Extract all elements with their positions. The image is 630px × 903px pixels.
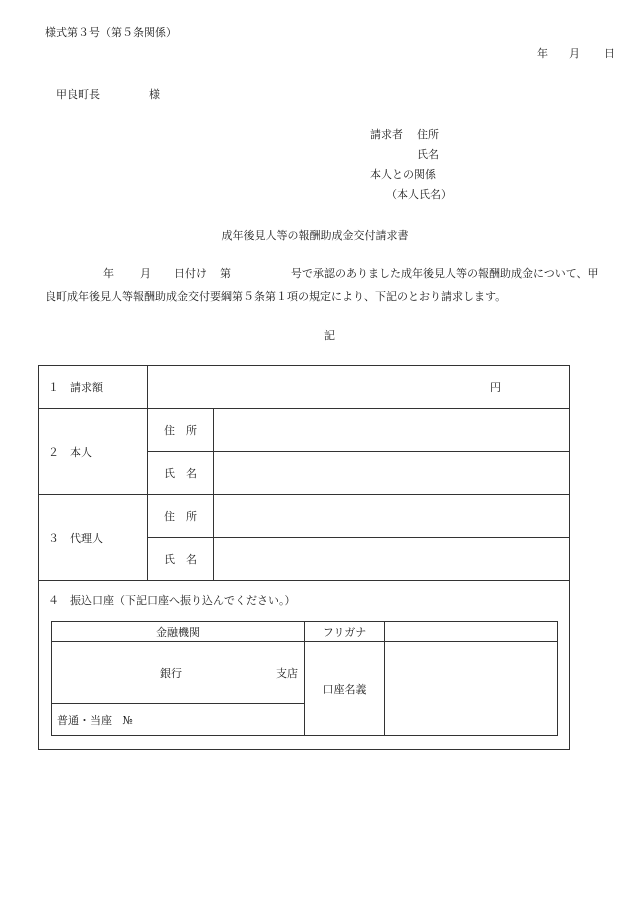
agent-name-field[interactable] bbox=[214, 538, 570, 581]
bank-account-section bbox=[39, 581, 570, 750]
addressee-mayor: 甲良町長 bbox=[56, 88, 100, 101]
agent-name-label: 氏 名 bbox=[148, 538, 214, 581]
agent-address-label: 住 所 bbox=[148, 495, 214, 538]
account-type-field[interactable] bbox=[52, 704, 305, 736]
furigana-label: フリガナ bbox=[305, 622, 385, 642]
branch-word: 支店 bbox=[276, 667, 298, 680]
bank-branch-field[interactable] bbox=[52, 642, 305, 704]
date-month: 月 bbox=[569, 47, 580, 60]
date-day: 日 bbox=[604, 47, 615, 60]
body-month: 月 bbox=[140, 267, 151, 280]
account-number-mark: № bbox=[122, 713, 133, 727]
claimant-label: 請求者 bbox=[370, 128, 403, 141]
principal-label: ２ 本人 bbox=[39, 409, 148, 495]
claimant-name-label: 氏名 bbox=[417, 148, 439, 161]
form-number: 様式第３号（第５条関係） bbox=[45, 26, 177, 39]
financial-institution-header: 金融機関 bbox=[52, 622, 305, 642]
claimant-relation-label: 本人との関係 bbox=[370, 168, 436, 181]
principal-address-label: 住 所 bbox=[148, 409, 214, 452]
body-dated: 日付け bbox=[174, 267, 207, 280]
principal-name-field[interactable] bbox=[214, 452, 570, 495]
body-line1-rest: 号で承認のありました成年後見人等の報酬助成金について、甲 bbox=[291, 267, 599, 280]
bank-account-table bbox=[51, 621, 558, 736]
bank-account-label: ４ 振込口座（下記口座へ振り込んでください。） bbox=[48, 594, 296, 607]
furigana-field[interactable] bbox=[385, 622, 558, 642]
request-amount-label: １ 請求額 bbox=[39, 366, 148, 409]
date-year: 年 bbox=[537, 47, 548, 60]
request-table bbox=[38, 365, 570, 750]
request-amount-field[interactable] bbox=[148, 366, 570, 409]
principal-address-field[interactable] bbox=[214, 409, 570, 452]
body-year: 年 bbox=[103, 267, 114, 280]
bank-word: 銀行 bbox=[160, 667, 182, 680]
body-line2: 良町成年後見人等報酬助成金交付要綱第５条第１項の規定により、下記のとおり請求します。 bbox=[45, 290, 507, 303]
claimant-principal-name-label: （本人氏名） bbox=[386, 188, 452, 201]
yen-unit: 円 bbox=[490, 381, 501, 394]
agent-address-field[interactable] bbox=[214, 495, 570, 538]
account-type-label: 普通・当座 bbox=[57, 713, 112, 727]
body-number-prefix: 第 bbox=[220, 267, 231, 280]
document-title: 成年後見人等の報酬助成金交付請求書 bbox=[221, 229, 409, 242]
account-holder-label: 口座名義 bbox=[305, 642, 385, 736]
addressee-honorific: 様 bbox=[149, 88, 160, 101]
claimant-address-label: 住所 bbox=[417, 128, 439, 141]
principal-name-label: 氏 名 bbox=[148, 452, 214, 495]
agent-label: ３ 代理人 bbox=[39, 495, 148, 581]
ki-heading: 記 bbox=[324, 329, 335, 342]
account-holder-field[interactable] bbox=[385, 642, 558, 736]
